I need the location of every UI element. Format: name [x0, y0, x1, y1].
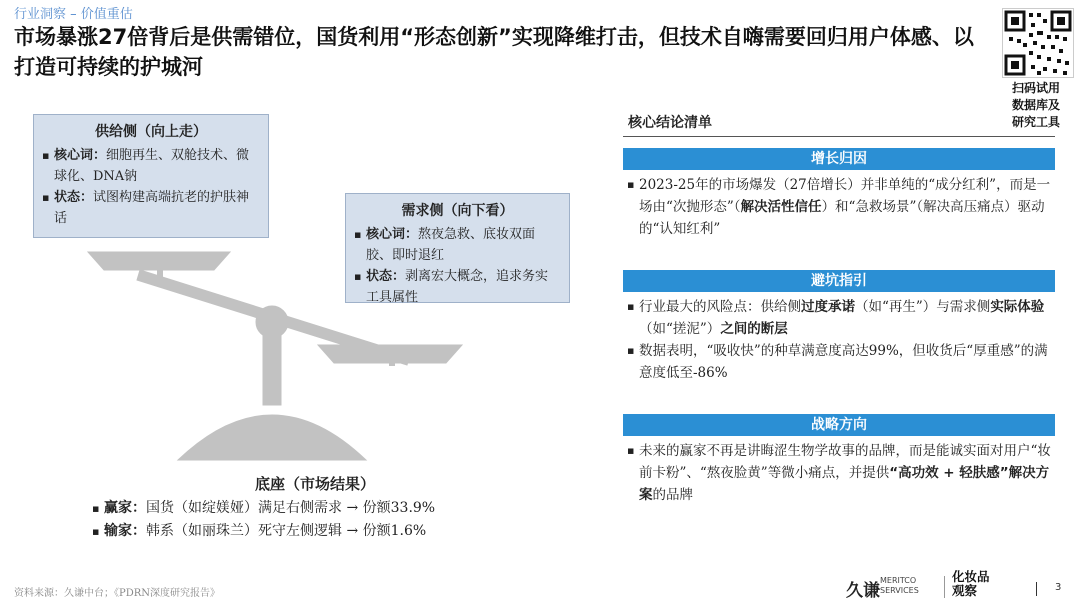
body-text: （如“再生”）与需求侧 — [855, 299, 991, 315]
winner-label: 赢家： — [104, 500, 146, 516]
loser-text: 韩系（如丽珠兰）死守左侧逻辑 → 份额1.6% — [146, 523, 427, 539]
emphasis-text: 过度承诺 — [801, 299, 855, 315]
body-text: 数据表明，“吸收快”的种草满意度高达99%，但收货后“厚重感”的满意度低至-86% — [639, 343, 1048, 381]
page-number: 3 — [1055, 582, 1062, 593]
demand-keywords — [354, 224, 561, 266]
loser-label: 输家： — [104, 523, 146, 539]
cosmetics-observer-logo — [952, 570, 990, 598]
strategy-bullet — [627, 440, 1055, 506]
pitfalls-bullet — [627, 340, 1055, 384]
section-strategy-body — [627, 440, 1055, 506]
qr-caption-line: 研究工具 — [1011, 115, 1060, 129]
section-heading-strategy: 战略方向 — [623, 414, 1055, 436]
emphasis-text: 解决活性信任 — [740, 199, 822, 215]
demand-status — [354, 266, 561, 308]
supply-status — [42, 187, 260, 229]
scale-base — [178, 415, 366, 460]
scale-post — [263, 325, 281, 405]
body-text: ）和“急救场景”（解决高压痛点）驱动的“认知红利” — [639, 199, 1045, 237]
section-label: 行业洞察 – 价值重估 — [14, 7, 133, 22]
qr-code[interactable] — [1002, 8, 1074, 78]
page-title: 市场暴涨27倍背后是供需错位，国货利用“形态创新”实现降维打击，但技术自嗨需要回归用户体感、以打造可持续的护城河 — [14, 25, 974, 79]
qr-caption — [996, 80, 1076, 131]
cosmetics-logo-line: 观察 — [952, 583, 978, 598]
body-text: 的品牌 — [652, 487, 693, 503]
logo-divider — [944, 576, 945, 598]
emphasis-text: 实际体验 — [990, 299, 1045, 315]
demand-keywords-text: 熬夜急救、底妆双面胶、即时退红 — [366, 227, 536, 263]
meritco-logo-sub-line: SERVICES — [880, 586, 919, 595]
body-text: （如“搓泥”） — [639, 321, 721, 337]
body-text: 2023-25年的市场爆发（27倍增长）并非单纯的“成分红利”，而是一场由“次抛形态”（ — [639, 177, 1051, 215]
base-results — [92, 497, 572, 543]
supply-keywords — [42, 145, 260, 187]
demand-status-text: 剥离宏大概念，追求务实工具属性 — [366, 269, 549, 305]
demand-keywords-label: 核心词： — [366, 227, 419, 242]
source-note: 资料来源：久谦中台；《PDRN深度研究报告》 — [14, 588, 221, 599]
base-title: 底座（市场结果） — [254, 475, 375, 493]
pitfalls-bullet — [627, 296, 1055, 340]
body-text: 未来的赢家不再是讲晦涩生物学故事的品牌，而是能诚实面对用户“妆前卡粉”、“熬夜脸黄”等微小痛点，并提供 — [639, 443, 1051, 481]
page-number-divider — [1036, 582, 1037, 596]
supply-keywords-text: 细胞再生、双舱技术、微球化、DNA钠 — [54, 148, 250, 184]
demand-status-label: 状态： — [366, 269, 406, 284]
meritco-logo-sub — [880, 576, 919, 596]
supply-keywords-label: 核心词： — [54, 148, 107, 163]
meritco-logo-sub-line: MERITCO — [880, 576, 917, 585]
section-heading-growth: 增长归因 — [623, 148, 1055, 170]
qr-code-image — [1003, 9, 1073, 77]
winner-text: 国货（如绽媄娅）满足右侧需求 → 份额33.9% — [146, 500, 436, 516]
demand-side-title: 需求侧（向下看） — [401, 203, 514, 219]
cosmetics-logo-line: 化妆品 — [952, 569, 990, 584]
left-pan — [88, 252, 230, 270]
qr-caption-line: 扫码试用 — [1011, 81, 1060, 95]
section-growth-body — [627, 174, 1055, 240]
section-pitfalls-body — [627, 296, 1055, 384]
supply-side-box — [33, 114, 269, 238]
section-heading-pitfalls: 避坑指引 — [623, 270, 1055, 292]
demand-side-box — [345, 193, 570, 303]
loser-item — [92, 520, 572, 543]
meritco-logo: 久谦 — [846, 581, 880, 601]
supply-side-title: 供给侧（向上走） — [95, 124, 207, 140]
supply-status-text: 试图构建高端抗老的护肤神话 — [54, 190, 250, 226]
conclusions-divider — [623, 136, 1055, 137]
conclusions-title: 核心结论清单 — [628, 115, 712, 131]
growth-bullet — [627, 174, 1055, 240]
qr-caption-line: 数据库及 — [1011, 98, 1060, 112]
emphasis-text: “高功效 + 轻肤感”解决方案 — [639, 465, 1050, 503]
right-pan — [318, 345, 462, 363]
emphasis-text: 之间的断层 — [720, 321, 788, 337]
body-text: 行业最大的风险点：供给侧 — [639, 299, 801, 315]
winner-item — [92, 497, 572, 520]
supply-status-label: 状态： — [54, 190, 94, 205]
